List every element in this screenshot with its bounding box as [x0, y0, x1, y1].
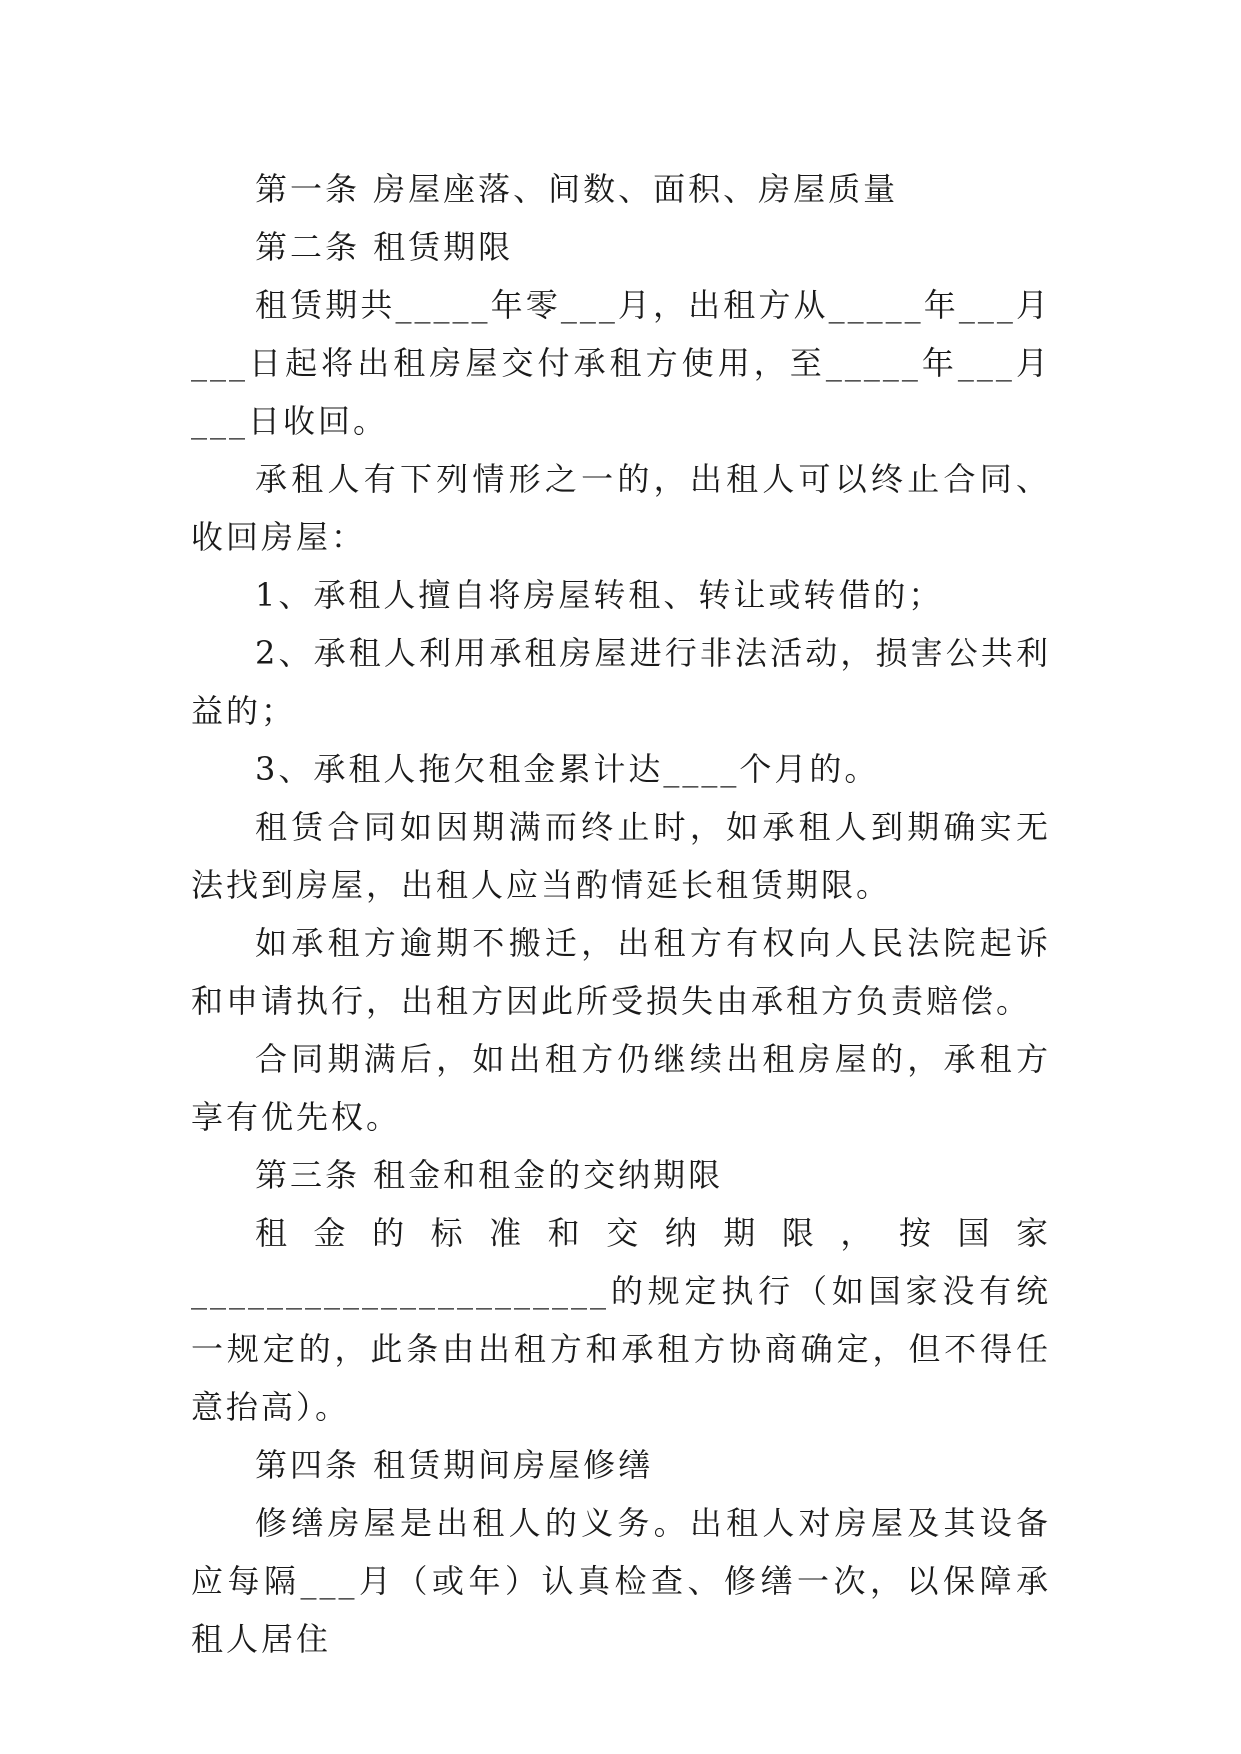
term-extension-paragraph: 租赁合同如因期满而终止时，如承租人到期确实无法找到房屋，出租人应当酌情延长租赁期限。 — [191, 808, 1051, 904]
article-3-heading: 第三条 租金和租金的交纳期限 — [255, 1156, 724, 1194]
priority-right-paragraph: 合同期满后，如出租方仍继续出租房屋的，承租方享有优先权。 — [191, 1040, 1051, 1136]
rent-standard-paragraph: 租金的标准和交纳期限，按国家______________________的规定执行（如国家没有统一规定的，此条由出租方和承租方协商确定，但不得任意抬高）。 — [191, 1214, 1051, 1426]
document-body — [191, 160, 1051, 1668]
article-2-heading: 第二条 租赁期限 — [255, 228, 514, 266]
overdue-move-paragraph: 如承租方逾期不搬迁，出租方有权向人民法院起诉和申请执行，出租方因此所受损失由承租方负责赔偿。 — [191, 924, 1051, 1020]
article-4-heading: 第四条 租赁期间房屋修缮 — [255, 1446, 654, 1484]
termination-conditions-paragraph: 承租人有下列情形之一的，出租人可以终止合同、收回房屋： — [191, 460, 1051, 556]
lease-term-paragraph: 租赁期共_____年零___月，出租方从_____年___月___日起将出租房屋交付承租方使用，至_____年___月___日收回。 — [191, 286, 1051, 440]
termination-item-3: 3、承租人拖欠租金累计达____个月的。 — [255, 750, 880, 788]
termination-item-1: 1、承租人擅自将房屋转租、转让或转借的； — [255, 576, 944, 614]
termination-item-2: 2、承租人利用承租房屋进行非法活动，损害公共利益的； — [191, 634, 1051, 730]
article-1-heading: 第一条 房屋座落、间数、面积、房屋质量 — [255, 170, 899, 208]
repair-duty-paragraph: 修缮房屋是出租人的义务。出租人对房屋及其设备应每隔___月（或年）认真检查、修缮一次，以保障承租人居住 — [191, 1504, 1051, 1658]
